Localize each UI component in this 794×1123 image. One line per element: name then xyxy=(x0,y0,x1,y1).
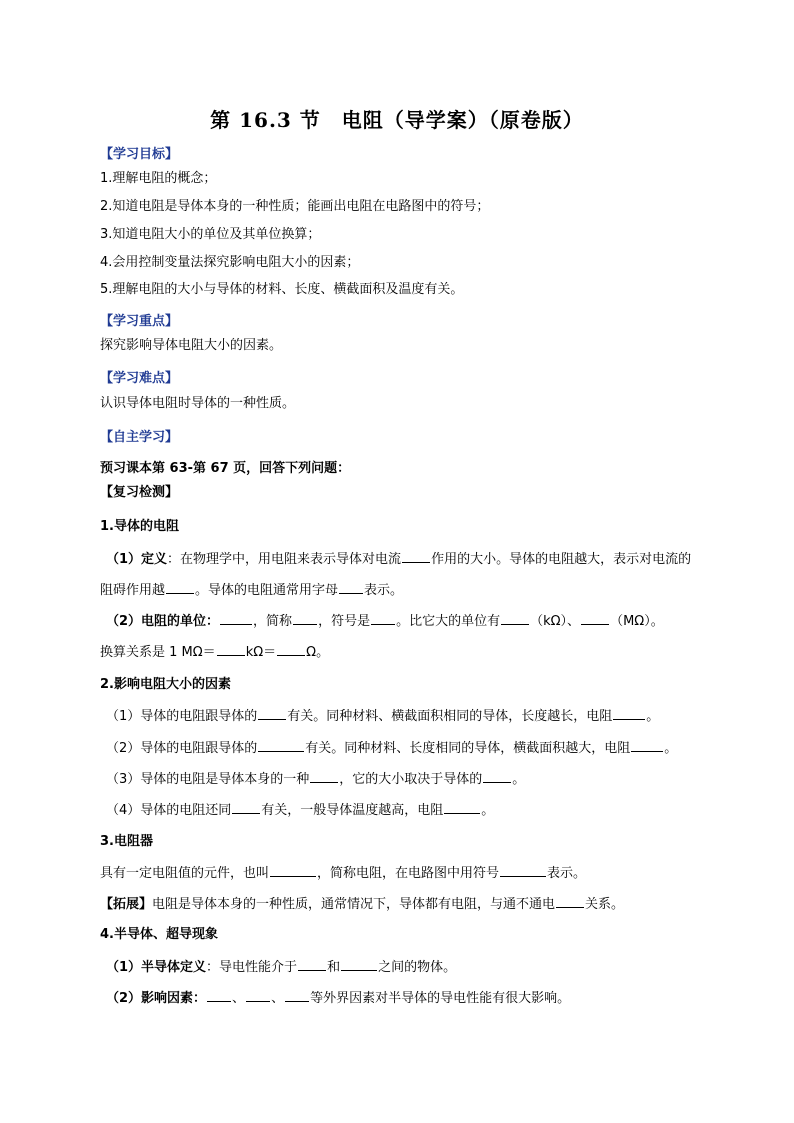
text-segment: 有关。同种材料、横截面积相同的导体，长度越长，电阻 xyxy=(287,709,613,724)
section-3-heading: 3.电阻器 xyxy=(100,834,153,849)
fill-blank[interactable] xyxy=(444,800,480,814)
text-segment: 。 xyxy=(512,772,526,787)
text-segment: 等外界因素对半导体的导电性能有很大影响。 xyxy=(310,991,571,1006)
self-study-instruction: 预习课本第 63-第 67 页，回答下列问题： xyxy=(100,461,351,476)
text-segment: 、 xyxy=(232,991,246,1006)
s1-unit-line xyxy=(106,611,664,631)
fill-blank[interactable] xyxy=(402,549,430,563)
text-segment: 关系。 xyxy=(585,897,625,912)
fill-blank[interactable] xyxy=(581,611,609,625)
fill-blank[interactable] xyxy=(483,769,511,783)
text-segment: （1）导体的电阻跟导体的 xyxy=(106,709,258,724)
s2-line-1 xyxy=(106,706,659,726)
text-segment: 。导体的电阻通常用字母 xyxy=(195,583,339,598)
section-4-heading: 4.半导体、超导现象 xyxy=(100,927,218,942)
s2-line-2 xyxy=(106,738,677,758)
fill-blank[interactable] xyxy=(500,863,546,877)
self-study-heading: 【自主学习】 xyxy=(100,430,179,445)
fill-blank[interactable] xyxy=(285,988,309,1002)
difficulties-heading: 【学习难点】 xyxy=(100,371,179,386)
page-title: 第 16.3 节 电阻（导学案）（原卷版） xyxy=(210,108,584,132)
fill-blank[interactable] xyxy=(631,738,663,752)
fill-blank[interactable] xyxy=(556,894,584,908)
text-segment: 。 xyxy=(664,741,678,756)
s2-line-3 xyxy=(106,769,525,789)
text-segment: 。 xyxy=(646,709,660,724)
text-segment: 和 xyxy=(327,960,341,975)
fill-blank[interactable] xyxy=(258,738,304,752)
text-segment: 表示。 xyxy=(364,583,404,598)
objective-item: 3.知道电阻大小的单位及其单位换算； xyxy=(100,227,321,242)
text-segment: （4）导体的电阻还同 xyxy=(106,803,232,818)
text-segment: ：在物理学中，用电阻来表示导体对电流 xyxy=(167,552,402,567)
s1-definition-label: （1）定义 xyxy=(106,552,168,567)
section-1-heading: 1.导体的电阻 xyxy=(100,519,179,534)
extension-label: 【拓展】 xyxy=(100,897,153,912)
s1-definition-line-2 xyxy=(100,580,403,600)
text-segment: 有关。同种材料、长度相同的导体，横截面积越大，电阻 xyxy=(305,741,631,756)
text-segment: 。比它大的单位有 xyxy=(396,614,501,629)
objective-item: 2.知道电阻是导体本身的一种性质；能画出电阻在电路图中的符号； xyxy=(100,199,490,214)
fill-blank[interactable] xyxy=(341,957,377,971)
text-segment: 有关，一般导体温度越高，电阻 xyxy=(261,803,444,818)
key-points-text: 探究影响导体电阻大小的因素。 xyxy=(100,338,283,353)
text-segment: ，它的大小取决于导体的 xyxy=(339,772,483,787)
text-segment: ，符号是 xyxy=(318,614,371,629)
s1-unit-label: （2）电阻的单位： xyxy=(106,614,220,629)
fill-blank[interactable] xyxy=(293,611,317,625)
fill-blank[interactable] xyxy=(270,863,316,877)
text-segment: （3）导体的电阻是导体本身的一种 xyxy=(106,772,310,787)
text-segment: Ω。 xyxy=(306,645,330,660)
fill-blank[interactable] xyxy=(501,611,529,625)
objective-item: 4.会用控制变量法探究影响电阻大小的因素； xyxy=(100,255,360,270)
fill-blank[interactable] xyxy=(232,800,260,814)
s1-definition-line xyxy=(106,549,691,569)
fill-blank[interactable] xyxy=(298,957,326,971)
text-segment: （MΩ）。 xyxy=(610,614,664,629)
text-segment: 换算关系是 1 MΩ＝ xyxy=(100,645,216,660)
fill-blank[interactable] xyxy=(217,642,245,656)
s4-factors-label: （2）影响因素： xyxy=(106,991,207,1006)
text-segment: 作用的大小。导体的电阻越大，表示对电流的 xyxy=(431,552,692,567)
difficulties-text: 认识导体电阻时导体的一种性质。 xyxy=(100,396,296,411)
s3-line xyxy=(100,863,586,883)
text-segment: 具有一定电阻值的元件，也叫 xyxy=(100,866,270,881)
s4-line-2 xyxy=(106,988,570,1008)
text-segment: ，简称电阻，在电路图中用符号 xyxy=(317,866,500,881)
text-segment: ，简称 xyxy=(253,614,293,629)
s2-line-4 xyxy=(106,800,494,820)
fill-blank[interactable] xyxy=(166,580,194,594)
fill-blank[interactable] xyxy=(613,706,645,720)
fill-blank[interactable] xyxy=(339,580,363,594)
text-segment: kΩ＝ xyxy=(245,645,277,660)
text-segment: （kΩ）、 xyxy=(530,614,581,629)
section-2-heading: 2.影响电阻大小的因素 xyxy=(100,677,231,692)
fill-blank[interactable] xyxy=(246,988,270,1002)
fill-blank[interactable] xyxy=(207,988,231,1002)
fill-blank[interactable] xyxy=(371,611,395,625)
s4-definition-label: （1）半导体定义 xyxy=(106,960,207,975)
s4-line-1 xyxy=(106,957,456,977)
text-segment: 阻碍作用越 xyxy=(100,583,166,598)
text-segment: 、 xyxy=(271,991,285,1006)
text-segment: 之间的物体。 xyxy=(378,960,457,975)
text-segment: 表示。 xyxy=(547,866,587,881)
fill-blank[interactable] xyxy=(277,642,305,656)
fill-blank[interactable] xyxy=(258,706,286,720)
review-heading: 【复习检测】 xyxy=(100,485,179,500)
text-segment: （2）导体的电阻跟导体的 xyxy=(106,741,258,756)
objective-item: 1.理解电阻的概念； xyxy=(100,171,217,186)
text-segment: ：导电性能介于 xyxy=(206,960,298,975)
fill-blank[interactable] xyxy=(220,611,252,625)
text-segment: 。 xyxy=(481,803,495,818)
s1-conversion-line xyxy=(100,642,329,662)
objective-item: 5.理解电阻的大小与导体的材料、长度、横截面积及温度有关。 xyxy=(100,282,464,297)
fill-blank[interactable] xyxy=(310,769,338,783)
s3-extension-line xyxy=(100,894,624,914)
key-points-heading: 【学习重点】 xyxy=(100,314,179,329)
objectives-heading: 【学习目标】 xyxy=(100,147,179,162)
text-segment: 电阻是导体本身的一种性质，通常情况下，导体都有电阻，与通不通电 xyxy=(152,897,556,912)
